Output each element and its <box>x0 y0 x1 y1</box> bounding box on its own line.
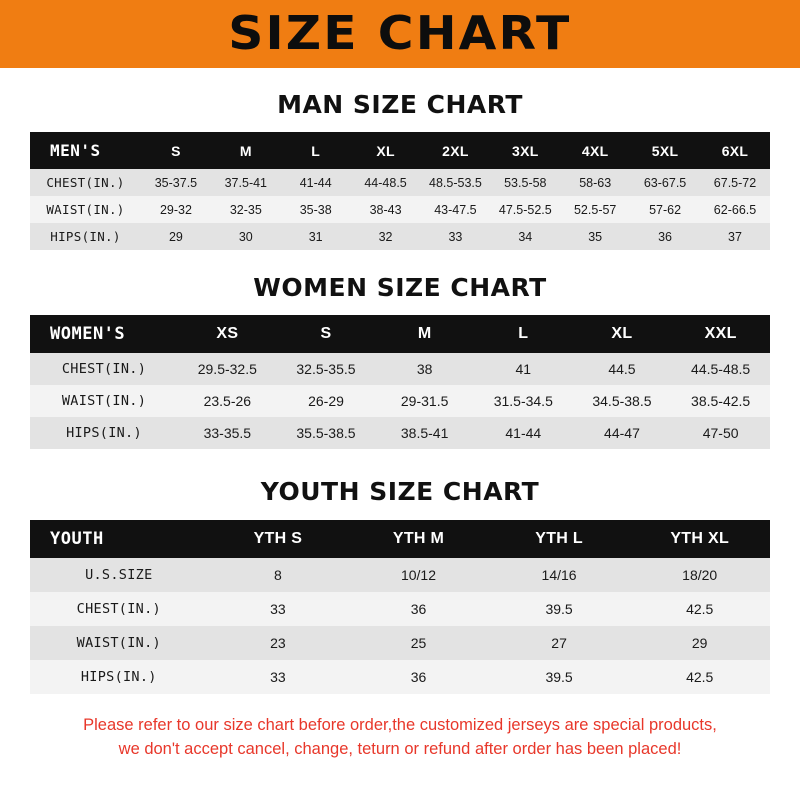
table-cell: 38 <box>416 361 433 377</box>
man-size-table <box>30 132 770 250</box>
table-row <box>30 169 770 196</box>
youth-table-body <box>30 558 770 694</box>
table-cell: 44.5-48.5 <box>691 361 751 377</box>
column-header: YTH M <box>392 530 445 547</box>
table-corner-label: WOMEN'S <box>50 324 126 344</box>
table-cell: 37 <box>728 229 742 244</box>
column-header: YTH L <box>535 530 583 547</box>
row-label: CHEST(IN.) <box>61 361 147 377</box>
table-cell: 42.5 <box>686 669 714 685</box>
women-section-title: WOMEN SIZE CHART <box>253 273 547 302</box>
column-header: 5XL <box>651 142 679 159</box>
table-cell: 34 <box>518 229 533 244</box>
row-label: WAIST(IN.) <box>76 635 161 651</box>
column-header: XXL <box>704 325 737 342</box>
table-cell: 33-35.5 <box>203 425 252 441</box>
youth-section-title: YOUTH SIZE CHART <box>260 477 540 506</box>
footer-note <box>20 714 780 762</box>
table-cell: 14/16 <box>541 567 577 583</box>
table-cell: 35-38 <box>299 202 332 217</box>
table-row <box>30 223 770 250</box>
row-label: CHEST(IN.) <box>46 175 125 190</box>
table-cell: 37.5-41 <box>224 175 268 190</box>
column-header: S <box>320 325 332 342</box>
column-header: YTH S <box>253 530 303 547</box>
table-cell: 47-50 <box>702 425 739 441</box>
table-cell: 41 <box>515 361 532 377</box>
table-cell: 52.5-57 <box>573 202 617 217</box>
youth-size-table <box>30 520 770 694</box>
women-table-head <box>30 315 770 353</box>
table-cell: 31.5-34.5 <box>493 393 553 409</box>
table-cell: 32-35 <box>229 202 262 217</box>
table-cell: 29.5-32.5 <box>197 361 257 377</box>
column-header: YTH XL <box>670 530 730 547</box>
table-cell: 58-63 <box>579 175 612 190</box>
column-header: M <box>239 142 252 159</box>
table-cell: 29 <box>168 229 183 244</box>
table-cell: 38.5-42.5 <box>691 393 751 409</box>
table-cell: 39.5 <box>545 601 573 617</box>
man-table-body <box>30 169 770 250</box>
column-header: 4XL <box>581 142 609 159</box>
column-header: L <box>311 142 321 159</box>
table-cell: 67.5-72 <box>713 175 757 190</box>
table-cell: 62-66.5 <box>713 202 757 217</box>
table-row <box>30 385 770 417</box>
table-cell: 38-43 <box>369 202 402 217</box>
row-label: WAIST(IN.) <box>61 393 147 409</box>
column-header: XL <box>376 142 395 159</box>
youth-table-wrap <box>30 520 770 694</box>
table-cell: 35.5-38.5 <box>296 425 356 441</box>
women-size-table <box>30 315 770 449</box>
table-cell: 44-47 <box>604 425 640 441</box>
column-header: 6XL <box>721 142 749 159</box>
table-cell: 31 <box>308 229 323 244</box>
man-table-wrap <box>30 132 770 250</box>
table-row <box>30 353 770 385</box>
table-cell: 43-47.5 <box>434 202 477 217</box>
table-cell: 25 <box>410 635 427 651</box>
table-cell: 23.5-26 <box>203 393 252 409</box>
table-cell: 26-29 <box>308 393 344 409</box>
table-cell: 42.5 <box>686 601 714 617</box>
table-cell: 57-62 <box>649 202 682 217</box>
table-row <box>30 196 770 223</box>
table-cell: 33 <box>270 669 286 685</box>
table-row <box>30 626 770 660</box>
table-cell: 27 <box>551 635 567 651</box>
table-cell: 38.5-41 <box>400 425 449 441</box>
table-cell: 41-44 <box>299 175 332 190</box>
row-label: HIPS(IN.) <box>80 669 157 685</box>
table-cell: 53.5-58 <box>504 175 547 190</box>
man-table-head <box>30 132 770 169</box>
table-cell: 29-31.5 <box>400 393 449 409</box>
table-corner-label: YOUTH <box>50 529 104 549</box>
youth-table-head <box>30 520 770 558</box>
table-cell: 36 <box>658 229 673 244</box>
table-row <box>30 558 770 592</box>
table-header-row <box>30 520 770 558</box>
table-cell: 35 <box>588 229 603 244</box>
table-cell: 32 <box>378 229 393 244</box>
table-cell: 48.5-53.5 <box>429 175 482 190</box>
column-header: 2XL <box>442 142 469 159</box>
table-cell: 63-67.5 <box>643 175 687 190</box>
table-cell: 8 <box>273 567 282 583</box>
column-header: M <box>417 325 432 342</box>
table-cell: 39.5 <box>545 669 573 685</box>
man-section-title: MAN SIZE CHART <box>277 90 523 119</box>
table-cell: 10/12 <box>400 567 436 583</box>
table-cell: 34.5-38.5 <box>592 393 652 409</box>
table-row <box>30 417 770 449</box>
row-label: HIPS(IN.) <box>66 425 142 441</box>
row-label: WAIST(IN.) <box>46 202 125 217</box>
row-label: HIPS(IN.) <box>50 229 121 244</box>
table-row <box>30 592 770 626</box>
table-cell: 41-44 <box>505 425 542 441</box>
table-cell: 29 <box>691 635 708 651</box>
women-table-body <box>30 353 770 449</box>
table-cell: 35-37.5 <box>154 175 198 190</box>
table-cell: 44.5 <box>608 361 636 377</box>
column-header: S <box>171 142 181 159</box>
table-row <box>30 660 770 694</box>
table-cell: 30 <box>238 229 253 244</box>
column-header: XL <box>611 325 633 342</box>
column-header: XS <box>216 325 239 342</box>
women-table-wrap <box>30 315 770 449</box>
page-header <box>0 0 800 68</box>
table-cell: 32.5-35.5 <box>296 361 356 377</box>
page-title: SIZE CHART <box>228 6 572 60</box>
table-header-row <box>30 315 770 353</box>
table-cell: 36 <box>410 669 427 685</box>
footer-note-line-1: Please refer to our size chart before order,the customized jerseys are special products, <box>83 716 717 734</box>
table-cell: 33 <box>448 229 463 244</box>
table-cell: 33 <box>270 601 286 617</box>
table-cell: 44-48.5 <box>364 175 407 190</box>
row-label: U.S.SIZE <box>85 567 153 583</box>
table-cell: 23 <box>270 635 286 651</box>
table-corner-label: MEN'S <box>50 141 101 160</box>
column-header: L <box>518 325 529 342</box>
table-cell: 18/20 <box>682 567 718 583</box>
table-cell: 36 <box>410 601 427 617</box>
table-header-row <box>30 132 770 169</box>
column-header: 3XL <box>512 142 539 159</box>
table-cell: 29-32 <box>159 202 192 217</box>
footer-note-line-2: we don't accept cancel, change, teturn or refund after order has been placed! <box>118 739 682 758</box>
table-cell: 47.5-52.5 <box>498 202 552 217</box>
row-label: CHEST(IN.) <box>76 601 161 617</box>
